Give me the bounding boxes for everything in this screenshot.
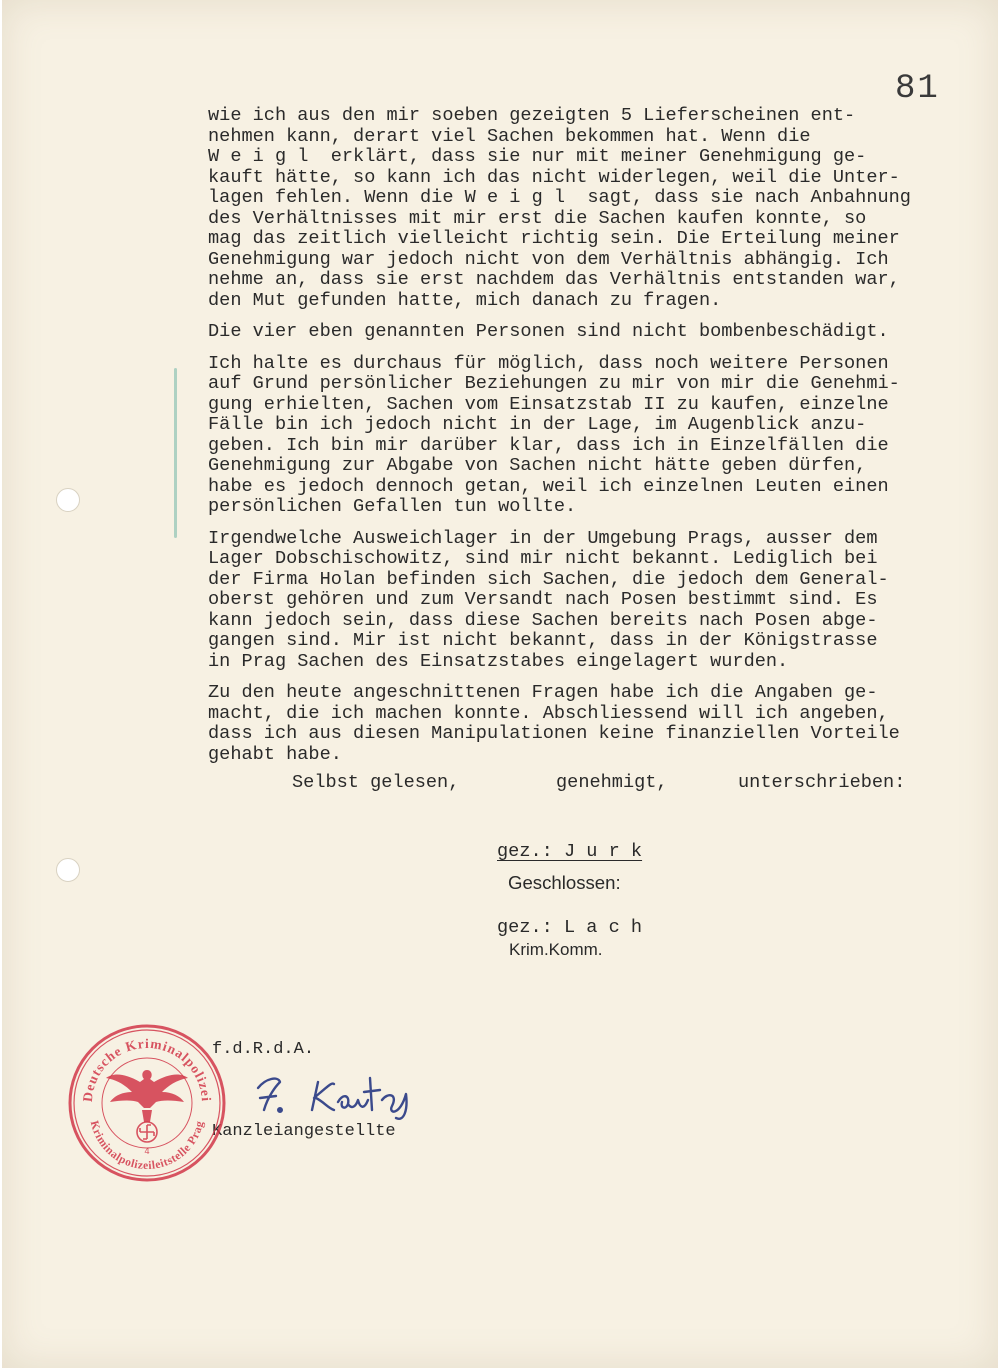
clerk-title: Kanzleiangestellte bbox=[212, 1122, 396, 1141]
text-line: in Prag Sachen des Einsatzstabes eingelagert wurden. bbox=[208, 650, 789, 672]
stamp-top-text: Deutsche Kriminalpolizei bbox=[79, 1035, 215, 1103]
text-line: Irgendwelche Ausweichlager in der Umgebung Prags, ausser dem bbox=[208, 527, 878, 549]
margin-pencil-mark bbox=[174, 368, 177, 538]
lach-title: Krim.Komm. bbox=[509, 940, 603, 959]
statement-paragraph bbox=[208, 106, 978, 311]
closing-read: Selbst gelesen, bbox=[292, 772, 460, 793]
text-line: wie ich aus den mir soeben gezeigten 5 Lieferscheinen ent- bbox=[208, 105, 856, 126]
text-line: der Firma Holan befinden sich Sachen, die jedoch dem General- bbox=[208, 568, 889, 590]
text-line: dass ich aus diesen Manipulationen keine finanziellen Vorteile bbox=[208, 723, 900, 744]
police-seal-stamp bbox=[66, 1022, 228, 1184]
text-line: W e i g l erklärt, dass sie nur mit meiner Genehmigung ge- bbox=[208, 146, 867, 167]
text-line: lagen fehlen. Wenn die W e i g l sagt, dass sie nach Anbahnung bbox=[208, 187, 911, 208]
text-line: des Verhältnisses mit mir erst die Sachen kaufen konnte, so bbox=[208, 207, 867, 229]
closed-label: Geschlossen: bbox=[508, 872, 621, 893]
clerk-initials: f.d.R.d.A. bbox=[212, 1040, 315, 1059]
closing-approved: genehmigt, bbox=[556, 772, 668, 793]
statement-paragraph bbox=[208, 354, 978, 518]
stamp-number: 4 bbox=[144, 1146, 150, 1156]
stamp-bottom-text: Kriminalpolizeileitstelle Prag bbox=[87, 1119, 207, 1173]
text-line: kann jedoch sein, dass diese Sachen bereits nach Posen abge- bbox=[208, 609, 878, 631]
text-line: macht, die ich machen konnte. Abschliessend will ich angeben, bbox=[208, 702, 889, 724]
text-line: gehabt habe. bbox=[208, 743, 342, 765]
statement-paragraph bbox=[208, 529, 978, 673]
text-line: Fälle bin ich jedoch nicht in der Lage, im Augenblick anzu- bbox=[208, 414, 867, 435]
punch-hole-lower bbox=[56, 858, 80, 882]
text-line: persönlichen Gefallen tun wollte. bbox=[208, 496, 577, 517]
text-line: auf Grund persönlicher Beziehungen zu mir von mir die Genehmi- bbox=[208, 373, 900, 394]
text-line: gung erhielten, Sachen vom Einsatzstab II zu kaufen, einzelne bbox=[208, 393, 889, 415]
text-line: habe es jedoch dennoch getan, weil ich einzelnen Leuten einen bbox=[208, 475, 889, 497]
text-line: kauft hätte, so kann ich das nicht widerlegen, weil die Unter- bbox=[208, 166, 900, 188]
text-line: mag das zeitlich vielleicht richtig sein. Die Erteilung meiner bbox=[208, 228, 900, 249]
text-line: Lager Dobschischowitz, sind mir nicht bekannt. Lediglich bei bbox=[208, 548, 878, 569]
text-line: Zu den heute angeschnittenen Fragen habe ich die Angaben ge- bbox=[208, 682, 878, 703]
text-line: Genehmigung zur Abgabe von Sachen nicht hätte geben dürfen, bbox=[208, 455, 867, 476]
text-line: gangen sind. Mir ist nicht bekannt, dass in der Königstrasse bbox=[208, 630, 878, 651]
statement-paragraph bbox=[208, 322, 978, 343]
text-line: Ich halte es durchaus für möglich, dass noch weitere Personen bbox=[208, 352, 889, 374]
text-line: geben. Ich bin mir darüber klar, dass ich in Einzelfällen die bbox=[208, 434, 889, 456]
text-line: nehme an, dass sie erst nachdem das Verhältnis entstanden war, bbox=[208, 269, 900, 290]
punch-hole-upper bbox=[56, 488, 80, 512]
closing-signed: unterschrieben: bbox=[738, 772, 906, 793]
text-line: oberst gehören und zum Versandt nach Posen bestimmt sind. Es bbox=[208, 589, 878, 610]
text-line: Genehmigung war jedoch nicht von dem Verhältnis abhängig. Ich bbox=[208, 248, 889, 270]
text-line: Die vier eben genannten Personen sind nicht bombenbeschädigt. bbox=[208, 321, 889, 342]
eagle-emblem-icon bbox=[106, 1070, 188, 1122]
text-line: den Mut gefunden hatte, mich danach zu fragen. bbox=[208, 289, 722, 311]
page-number: 81 bbox=[895, 70, 940, 108]
signature-lach: gez.: L a c h bbox=[497, 917, 643, 938]
signature-jurk: gez.: J u r k bbox=[497, 841, 643, 862]
text-line: nehmen kann, derart viel Sachen bekommen hat. Wenn die bbox=[208, 125, 811, 147]
handwritten-signature bbox=[248, 1070, 438, 1120]
statement-body bbox=[208, 106, 978, 776]
statement-paragraph bbox=[208, 683, 978, 765]
